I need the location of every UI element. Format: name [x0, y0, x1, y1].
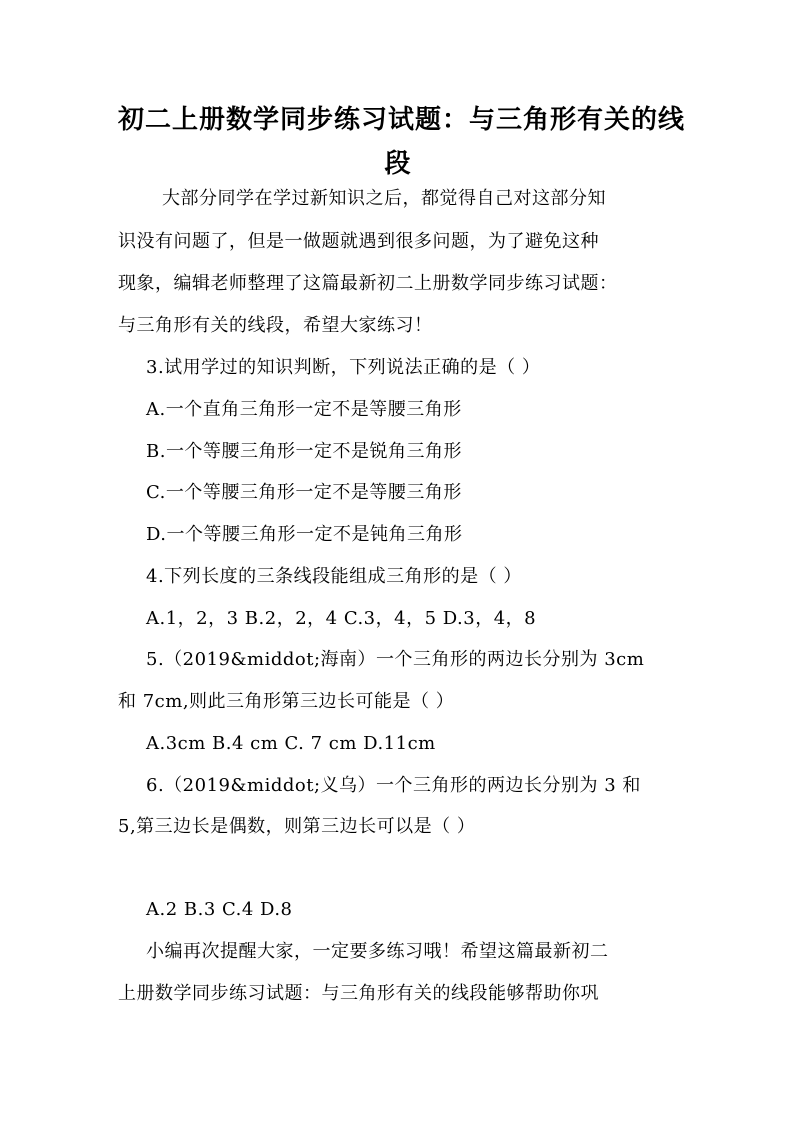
- question-6-stem-line-2: 5,第三边长是偶数，则第三边长可以是（ ）: [118, 816, 476, 837]
- question-3-option-b: B.一个等腰三角形一定不是锐角三角形: [146, 441, 462, 462]
- question-3-option-c: C.一个等腰三角形一定不是等腰三角形: [146, 482, 462, 503]
- question-6-stem-line-1: 6.（2019&middot;义乌）一个三角形的两边长分别为 3 和: [146, 775, 641, 796]
- question-5-stem-line-1: 5.（2019&middot;海南）一个三角形的两边长分别为 3cm: [146, 649, 645, 670]
- question-5-options: A.3cm B.4 cm C. 7 cm D.11cm: [146, 733, 436, 754]
- title-line-1: 初二上册数学同步练习试题：与三角形有关的线: [118, 105, 686, 135]
- question-5-stem-line-2: 和 7cm,则此三角形第三边长可能是（ ）: [118, 691, 455, 712]
- closing-line-2: 上册数学同步练习试题：与三角形有关的线段能够帮助你巩: [118, 983, 599, 1004]
- intro-line-3: 现象，编辑老师整理了这篇最新初二上册数学同步练习试题：: [118, 273, 618, 294]
- closing-line-1: 小编再次提醒大家，一定要多练习哦！希望这篇最新初二: [146, 941, 609, 962]
- intro-line-2: 识没有问题了，但是一做题就遇到很多问题，为了避免这种: [118, 231, 599, 252]
- question-4-stem: 4.下列长度的三条线段能组成三角形的是（ ）: [146, 566, 522, 587]
- question-3-option-d: D.一个等腰三角形一定不是钝角三角形: [146, 524, 463, 545]
- question-3-option-a: A.一个直角三角形一定不是等腰三角形: [146, 399, 462, 420]
- document-title: [118, 98, 686, 186]
- question-6-options: A.2 B.3 C.4 D.8: [146, 899, 293, 920]
- intro-line-4: 与三角形有关的线段，希望大家练习！: [118, 315, 433, 336]
- question-4-options: A.1，2，3 B.2，2，4 C.3，4，5 D.3，4，8: [146, 608, 537, 629]
- question-3-stem: 3.试用学过的知识判断，下列说法正确的是（ ）: [146, 357, 541, 378]
- title-line-2: 段: [384, 149, 412, 179]
- intro-line-1: 大部分同学在学过新知识之后，都觉得自己对这部分知: [162, 188, 606, 209]
